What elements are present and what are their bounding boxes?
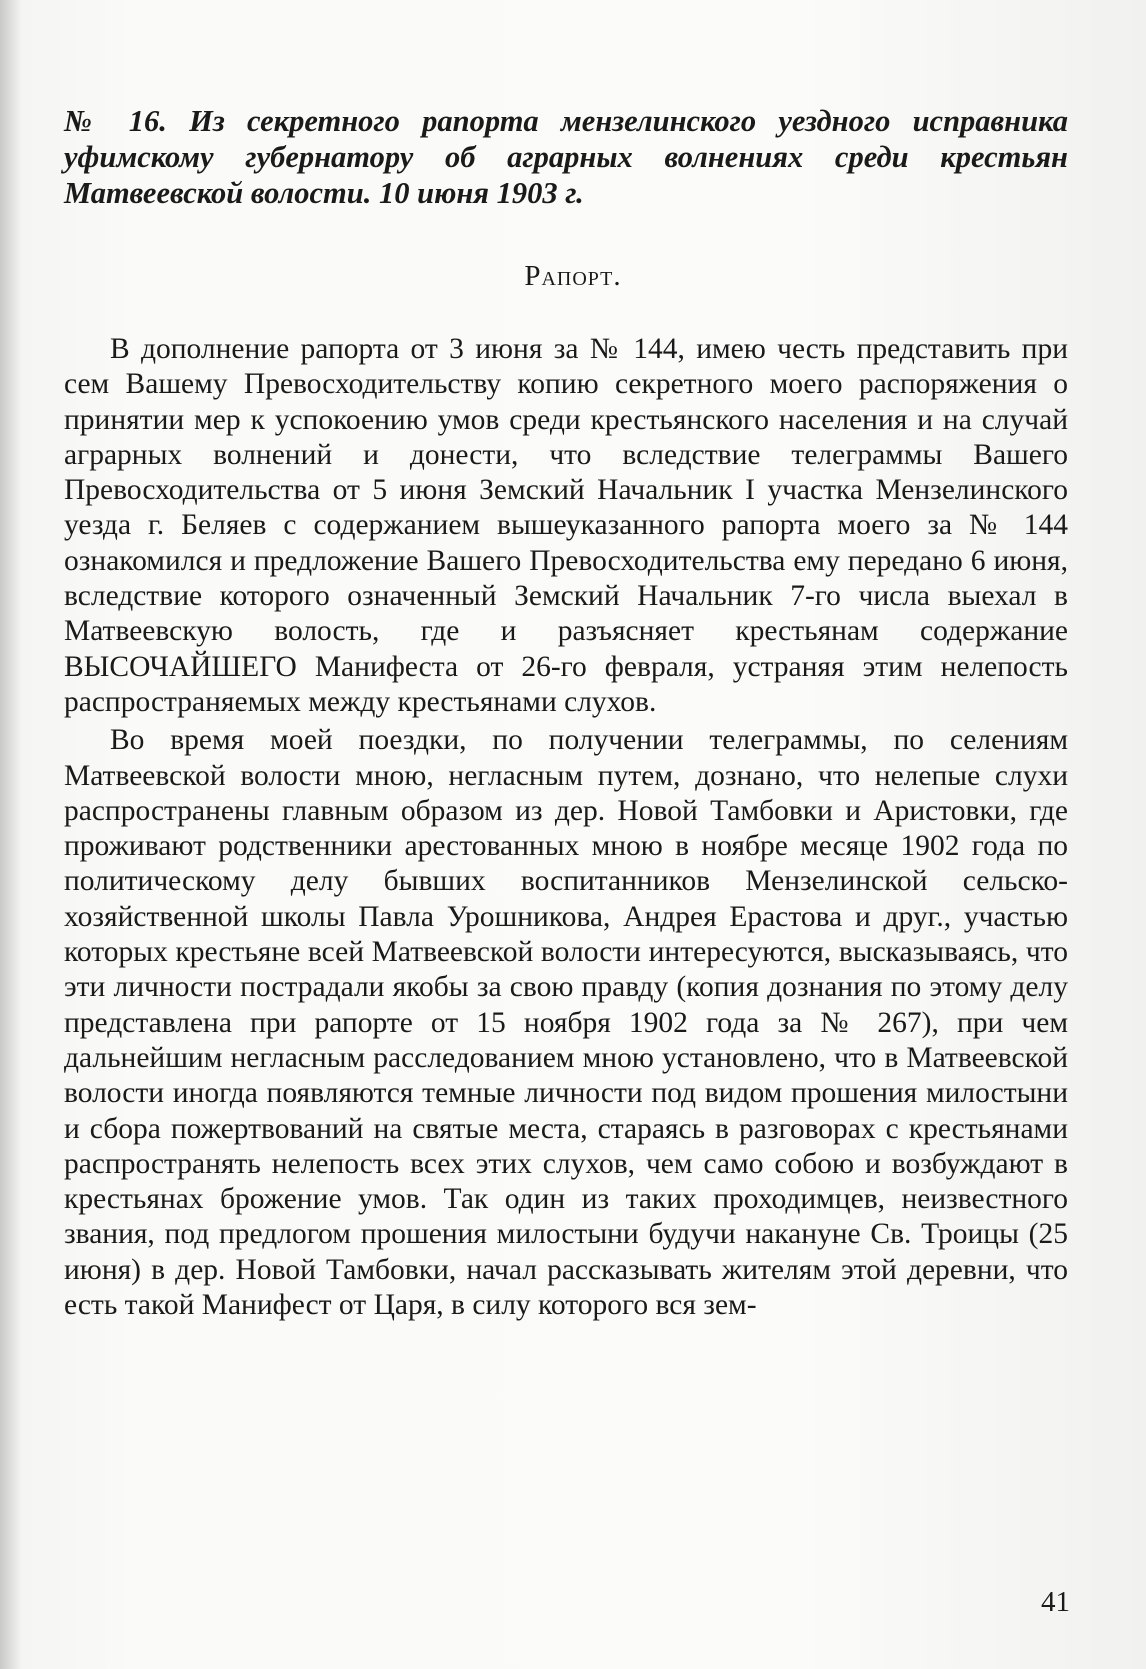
- page-spine-shadow: [0, 0, 22, 1669]
- paragraph-2: Во время моей поездки, по получении телеграммы, по селениям Матвеевской волости мною, негласным путем, дознано, что нелепые слухи распространены главным образом из дер. Новой Тамбовки и Аристовки, где проживают родственники арестованных мною в ноябре месяце 1902 года по политическому делу бывших воспитанников Мензелинской сельско-хозяйственной школы Павла Урошникова, Андрея Ерастова и друг., участью которых крестьяне всей Матвеевской волости интересуются, высказываясь, что эти личности пострадали якобы за свою правду (копия дознания по этому делу представлена при рапорте от 15 ноября 1902 года за № 267), при чем дальнейшим негласным расследованием мною установлено, что в Матвеевской волости иногда появляются темные личности под видом прошения милостыни и сбора пожертвований на святые места, стараясь в разговорах с крестьянами распространять нелепость всех этих слухов, чем само собою и возбуждают в крестьянах брожение умов. Так один из таких проходимцев, неизвестного звания, под предлогом прошения милостыни будучи накануне Св. Троицы (25 июня) в дер. Новой Тамбовки, начал рассказывать жителям этой деревни, что есть такой Манифест от Царя, в силу которого вся зем-: [64, 724, 1068, 1322]
- document-body: [64, 332, 1068, 1323]
- document-heading: № 16. Из секретного рапорта мензелинского уездного исправника уфимскому губернатору об аграрных волнениях среди крестьян Матвеевской волости. 10 июня 1903 г.: [64, 104, 1068, 210]
- paragraph-1: В дополнение рапорта от 3 июня за № 144, имею честь представить при сем Вашему Превосходительству копию секретного моего распоряжения о принятии мер к успокоению умов среди крестьянского населения и на случай аграрных волнений и донести, что вследствие телеграммы Вашего Превосходительства от 5 июня Земский Начальник I участка Мензелинского уезда г. Беляев с содержанием вышеуказанного рапорта моего за № 144 ознакомился и предложение Вашего Превосходительства ему передано 6 июня, вследствие которого означенный Земский Начальник 7-го числа выехал в Матвеевскую волость, где и разъясняет крестьянам содержание ВЫСОЧАЙШЕГО Манифеста от 26-го февраля, устраняя этим нелепость распространяемых между крестьянами слухов.: [64, 333, 1068, 718]
- page-number: 41: [1041, 1586, 1070, 1618]
- document-subtitle: Рапорт.: [524, 260, 622, 292]
